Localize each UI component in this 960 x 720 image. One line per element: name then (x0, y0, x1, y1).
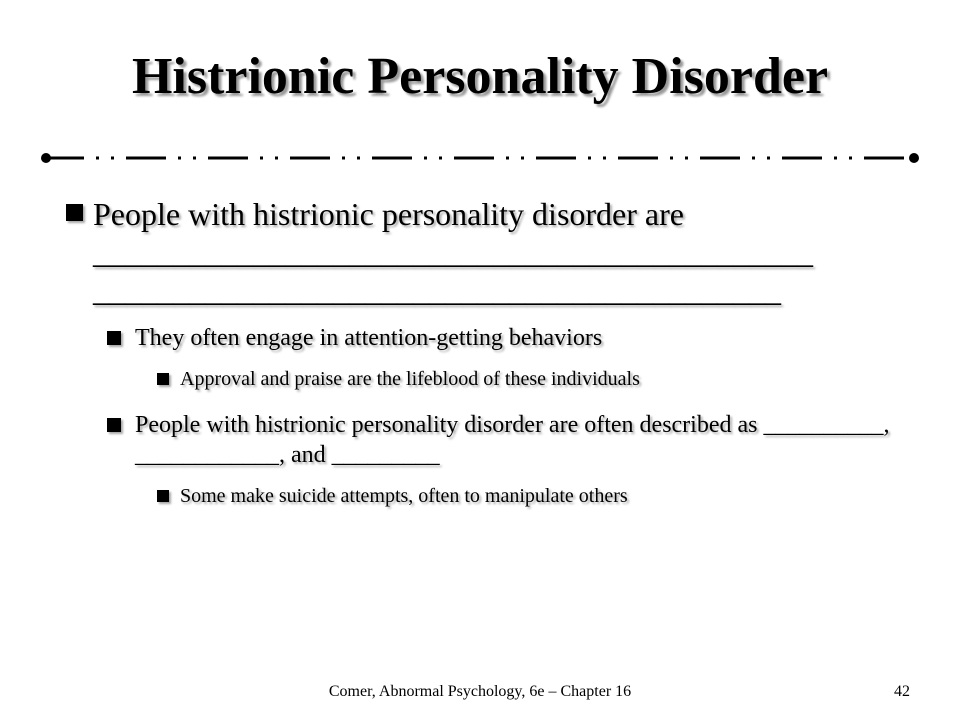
bullet-approval-praise (157, 366, 920, 392)
slide-content (60, 195, 920, 527)
square-bullet-icon (66, 204, 83, 221)
square-bullet-icon (157, 373, 169, 385)
footer-citation: Comer, Abnormal Psychology, 6e – Chapter 16 (328, 683, 632, 700)
bullet-text: Approval and praise are the lifeblood of these individuals (180, 368, 640, 390)
bullet-text: They often engage in attention-getting behaviors (135, 325, 603, 351)
decorative-divider (40, 148, 920, 168)
square-bullet-icon (107, 331, 121, 345)
slide-title: Histrionic Personality Disorder (131, 48, 829, 105)
bullet-text: People with histrionic personality disorder are _____________________________________________ ___________________________________________ (93, 196, 813, 308)
bullet-suicide-attempts (157, 483, 920, 509)
bullet-described-as (107, 410, 920, 470)
square-bullet-icon (157, 490, 169, 502)
bullet-histrionic-definition (60, 195, 920, 309)
bullet-text: Some make suicide attempts, often to manipulate others (180, 485, 628, 507)
bullet-text: People with histrionic personality disorder are often described as __________, ____________, and _________ (135, 412, 890, 468)
bullet-attention-getting (107, 323, 920, 353)
page-number: 42 (894, 683, 910, 700)
square-bullet-icon (107, 418, 121, 432)
